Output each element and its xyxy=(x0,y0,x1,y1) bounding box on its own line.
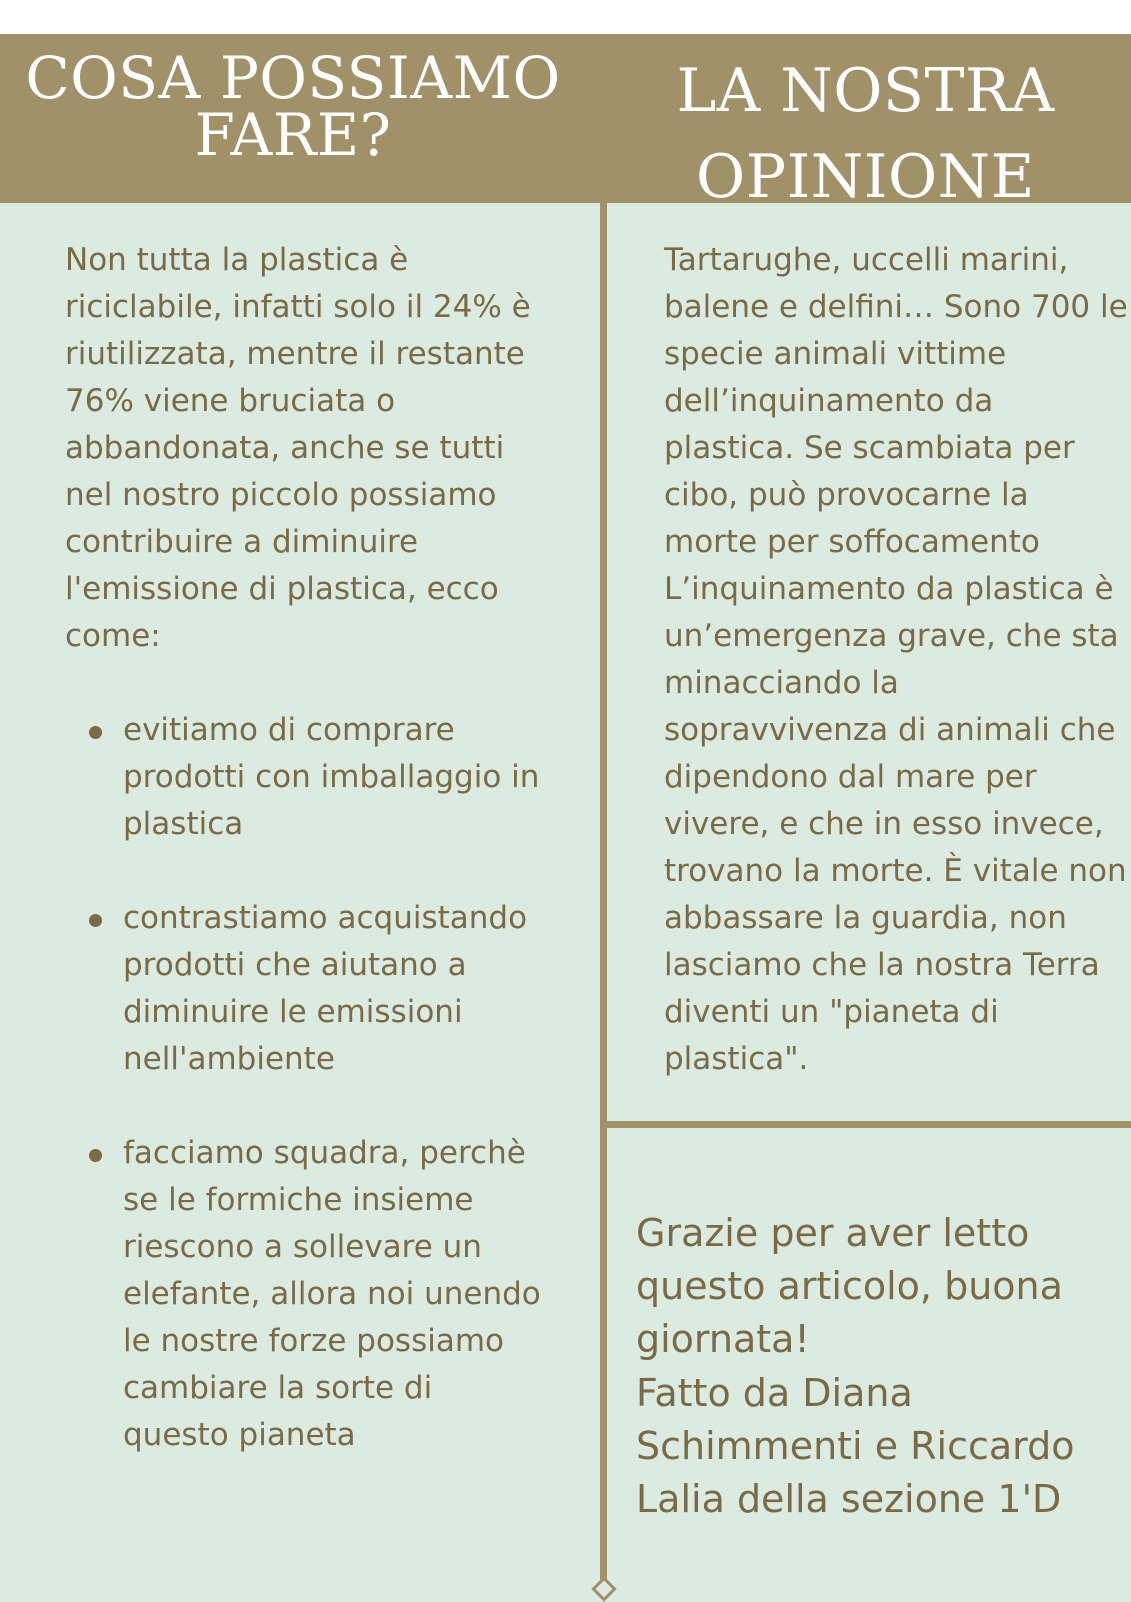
closing-message: Grazie per aver letto questo articolo, buona giornata! xyxy=(636,1211,1063,1361)
right-column-title: LA NOSTRA OPINIONE xyxy=(676,56,1055,212)
right-section-divider xyxy=(600,1121,1131,1128)
left-intro-paragraph: Non tutta la plastica è riciclabile, infatti solo il 24% è riutilizzata, mentre il restante 76% viene bruciata o abbandonata, anche se tutti nel nostro piccolo possiamo contribuire a diminuire l'emissione di plastica, ecco come: xyxy=(65,242,531,654)
list-item: evitiamo di comprare prodotti con imballaggio in plastica xyxy=(65,707,545,848)
list-item: contrastiamo acquistando prodotti che aiutano a diminuire le emissioni nell'ambiente xyxy=(65,895,545,1083)
left-column-title: COSA POSSIAMO FARE? xyxy=(25,44,561,169)
column-divider xyxy=(600,203,607,1586)
tips-list xyxy=(65,707,545,1506)
list-item: facciamo squadra, perchè se le formiche insieme riescono a sollevare un elefante, allora noi unendo le nostre forze possiamo cambiare la sorte di questo pianeta xyxy=(65,1130,545,1459)
author-credit: Fatto da Diana Schimmenti e Riccardo Lalia della sezione 1'D xyxy=(636,1371,1075,1521)
opinion-paragraph: Tartarughe, uccelli marini, balene e delfini… Sono 700 le specie animali vittime dell’inquinamento da plastica. Se scambiata per cibo, può provocarne la morte per soffocamento L’inquinamento da plastica è un’emergenza grave, che sta minacciando la sopravvivenza di animali che dipendono dal mare per vivere, e che in esso invece, trovano la morte. È vitale non abbassare la guardia, non lasciamo che la nostra Terra diventi un "pianeta di plastica". xyxy=(664,242,1128,1077)
